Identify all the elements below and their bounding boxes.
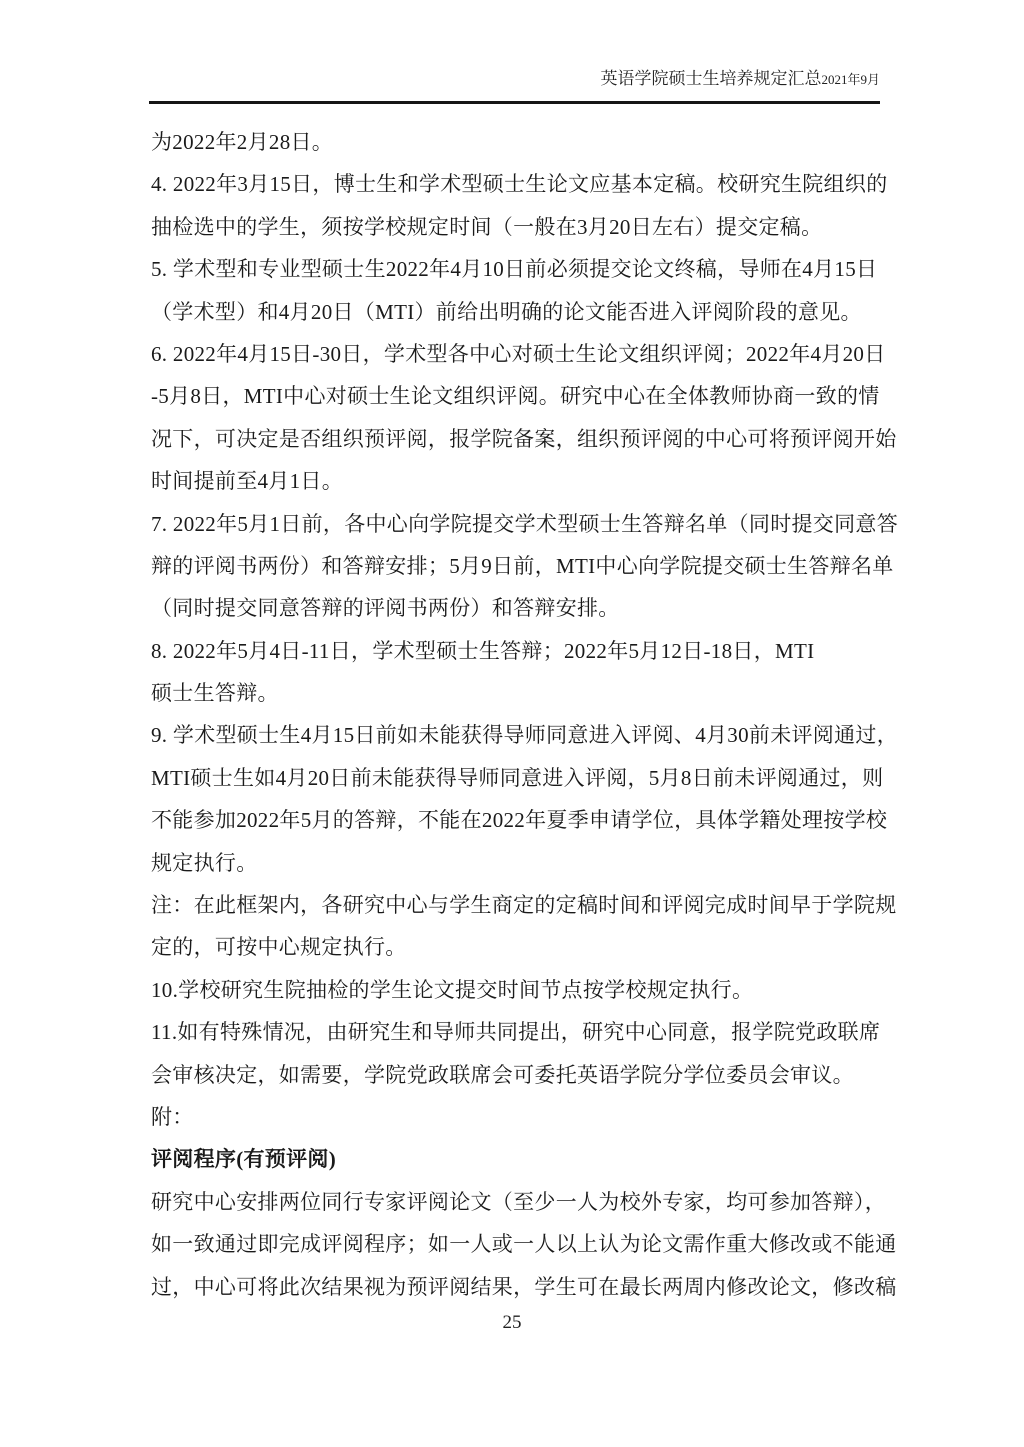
text-line-item11: 11.如有特殊情况，由研究生和导师共同提出，研究中心同意，报学院党政联席: [151, 1020, 881, 1045]
text-line-item7: （同时提交同意答辩的评阅书两份）和答辩安排。: [151, 596, 620, 621]
text-line-item5: 5. 学术型和专业型硕士生2022年4月10日前必须提交论文终稿，导师在4月15日: [151, 257, 878, 282]
text-line-item8: 硕士生答辩。: [151, 681, 279, 706]
text-line-note: 定的，可按中心规定执行。: [151, 935, 407, 960]
header-date: 2021年9月: [821, 72, 880, 87]
page-number: 25: [502, 1312, 522, 1333]
text-line-item10: 10.学校研究生院抽检的学生论文提交时间节点按学校规定执行。: [151, 977, 754, 1002]
text-line-item11: 会审核决定，如需要，学院党政联席会可委托英语学院分学位委员会审议。: [151, 1062, 854, 1087]
text-line-item9: 不能参加2022年5月的答辩，不能在2022年夏季申请学位，具体学籍处理按学校: [151, 808, 888, 833]
text-line-item7: 7. 2022年5月1日前，各中心向学院提交学术型硕士生答辩名单（同时提交同意答: [151, 511, 898, 536]
section-heading-review-procedure: 评阅程序(有预评阅): [151, 1147, 336, 1172]
text-line-review-para: 过，中心可将此次结果视为预评阅结果，学生可在最长两周内修改论文，修改稿: [151, 1274, 897, 1299]
header-title: 英语学院硕士生培养规定汇总: [600, 69, 822, 88]
text-line-item6: 时间提前至4月1日。: [151, 469, 343, 494]
text-line-item9: 规定执行。: [151, 850, 258, 875]
header-rule: [149, 101, 880, 104]
text-line-item6: 况下，可决定是否组织预评阅，报学院备案，组织预评阅的中心可将预评阅开始: [151, 426, 897, 451]
document-body: [151, 121, 896, 1308]
page-header: [150, 64, 880, 89]
text-line-item4: 4. 2022年3月15日，博士生和学术型硕士生论文应基本定稿。校研究生院组织的: [151, 172, 888, 197]
text-line-item4: 抽检选中的学生，须按学校规定时间（一般在3月20日左右）提交定稿。: [151, 214, 823, 239]
text-line-item8: 8. 2022年5月4日-11日，学术型硕士生答辩；2022年5月12日-18日，MTI: [151, 638, 815, 663]
text-line-item6: 6. 2022年4月15日-30日，学术型各中心对硕士生论文组织评阅；2022年4月20日: [151, 341, 886, 366]
text-line-item6: -5月8日，MTI中心对硕士生论文组织评阅。研究中心在全体教师协商一致的情: [151, 384, 880, 409]
text-line-item7: 辩的评阅书两份）和答辩安排；5月9日前，MTI中心向学院提交硕士生答辩名单: [151, 553, 894, 578]
text-line-attachment-label: 附：: [151, 1104, 194, 1129]
text-line-continuation: 为2022年2月28日。: [151, 130, 334, 154]
text-line-review-para: 研究中心安排两位同行专家评阅论文（至少一人为校外专家，均可参加答辩），: [151, 1189, 886, 1214]
text-line-review-para: 如一致通过即完成评阅程序；如一人或一人以上认为论文需作重大修改或不能通: [151, 1232, 897, 1257]
text-line-note: 注：在此框架内，各研究中心与学生商定的定稿时间和评阅完成时间早于学院规: [151, 893, 897, 918]
text-line-item9: MTI硕士生如4月20日前未能获得导师同意进入评阅，5月8日前未评阅通过，则: [151, 765, 884, 790]
text-line-item9: 9. 学术型硕士生4月15日前如未能获得导师同意进入评阅、4月30前未评阅通过，: [151, 723, 898, 748]
text-line-item5: （学术型）和4月20日（MTI）前给出明确的论文能否进入评阅阶段的意见。: [151, 299, 862, 324]
